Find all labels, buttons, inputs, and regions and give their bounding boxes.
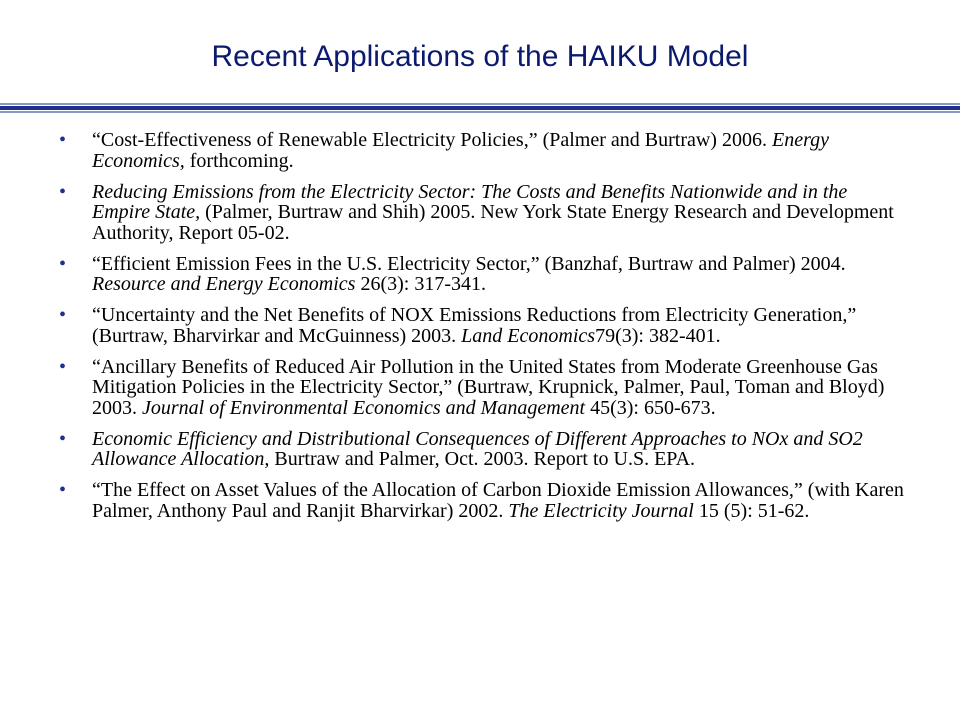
ref-text: forthcoming. [184,149,294,172]
list-item [59,130,909,171]
bullet-icon: • [59,129,67,151]
ref-text: “The Effect on Asset Values of the Allocation of Carbon Dioxide Emission Allowances,” (with Karen Palmer, Anthony Paul and Ranjit Bharvirkar) 2002. [92,479,904,522]
list-item [59,254,909,295]
slide-title: Recent Applications of the HAIKU Model [211,40,749,73]
list-item [59,182,909,244]
ref-text: 45(3): 650-673. [585,396,716,419]
list-item [59,429,909,470]
ref-text: Burtraw and Palmer, Oct. 2003. Report to U.S. EPA. [269,448,696,470]
ref-text: “Efficient Emission Fees in the U.S. Electricity Sector,” (Banzhaf, Burtraw and Palmer) 2004. [92,252,846,275]
ref-italic: Reducing Emissions from the Electricity Sector: The Costs and Benefits Nationwide and in the Empire State, [92,180,848,223]
bullet-icon: • [59,252,67,275]
bullet-icon: • [59,180,67,203]
ref-text: 26(3): 317-341. [355,273,486,295]
title-divider [0,103,960,117]
ref-text: 15 (5): 51-62. [693,499,810,522]
bullet-icon: • [59,355,67,378]
ref-italic: The Electricity Journal [508,499,694,522]
divider-line-top [0,103,960,105]
divider-line-bottom [0,111,960,113]
list-item [59,357,909,419]
ref-text: 79(3): 382-401. [595,324,721,347]
ref-italic: Energy Economics, [92,129,829,172]
ref-italic: Economic Efficiency and Distributional Consequences of Different Approaches to NOx and SO2 Allowance Allocation, [92,427,863,470]
ref-text: “Cost-Effectiveness of Renewable Electricity Policies,” (Palmer and Burtraw) 2006. [92,129,772,151]
divider-line-middle [0,106,960,110]
ref-italic: Resource and Energy Economics [92,273,356,295]
ref-italic: Journal of Environmental Economics and Management [142,396,586,419]
ref-text: (Palmer, Burtraw and Shih) 2005. New York State Energy Research and Development Authority, Report 05-02. [92,201,894,244]
bullet-icon: • [59,479,67,501]
bullet-icon: • [59,304,67,326]
ref-text: “Uncertainty and the Net Benefits of NOX Emissions Reductions from Electricity Generation,” (Burtraw, Bharvirkar and McGuinness) 2003. [92,304,857,347]
bullet-icon: • [59,427,67,450]
reference-list [59,130,909,532]
ref-italic: Land Economics [461,324,596,347]
list-item [59,305,909,346]
list-item [59,480,909,521]
ref-text: “Ancillary Benefits of Reduced Air Pollution in the United States from Moderate Greenhouse Gas Mitigation Policies in the Electricity Sector,” (Burtraw, Krupnick, Palmer, Paul, Toman and Bloyd) 2003. [92,355,885,419]
